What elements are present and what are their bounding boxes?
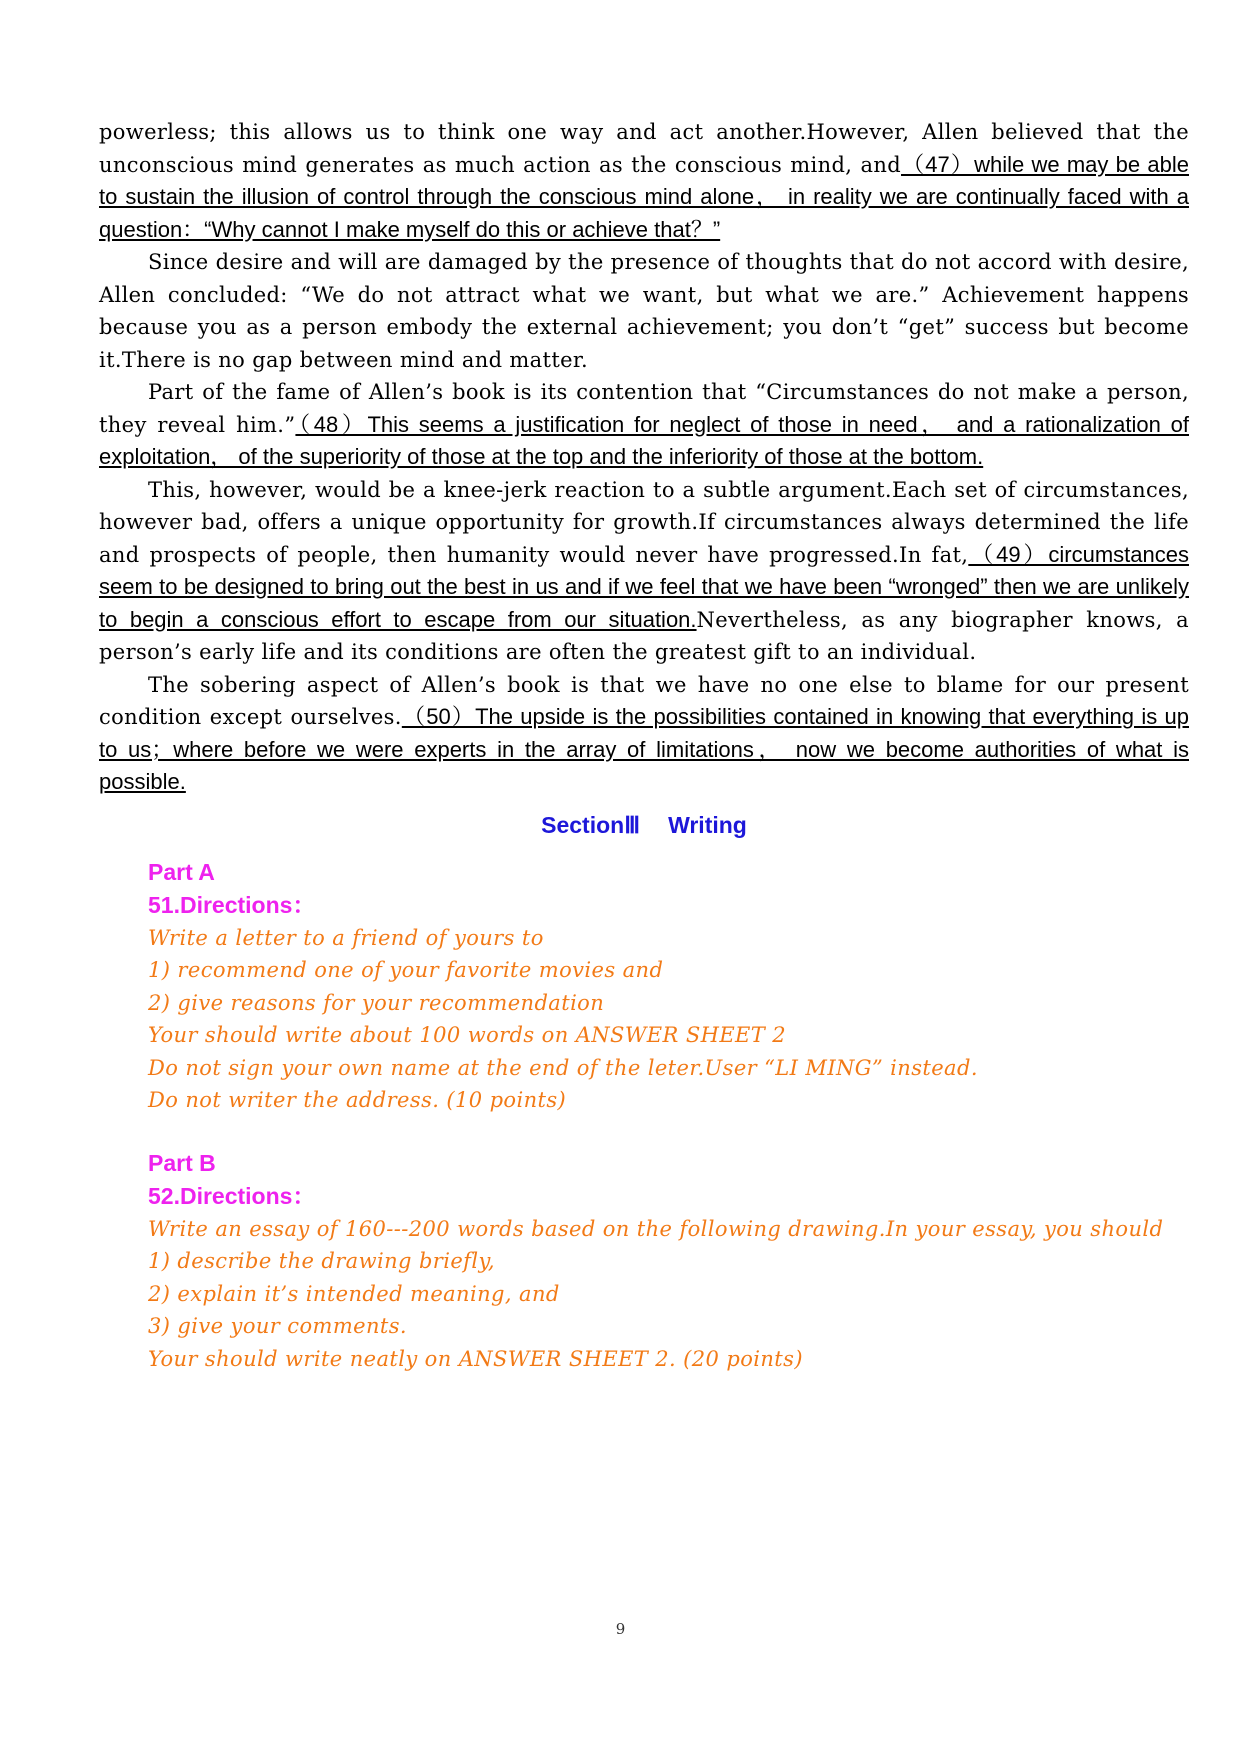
translation-passage-47: （47）while we may be able to sustain the illusion of control through the conscious mind alone， in reality we are continually faced with a question：“Why cannot I make myself do this or achieve that？” — [99, 151, 1189, 242]
direction-line: 2) give reasons for your recommendation — [148, 990, 605, 1015]
section-number: SectionⅢ — [541, 811, 641, 838]
section-heading — [99, 812, 1189, 839]
page-number: 9 — [615, 1620, 626, 1638]
direction-line: Your should write neatly on ANSWER SHEET 2. (20 points) — [148, 1346, 803, 1371]
translation-passage-50: （50）The upside is the possibilities contained in knowing that everything is up to us；where before we were experts in the array of limitations， now we become authorities of what is possible. — [99, 704, 1189, 794]
direction-line: 1) recommend one of your favorite movies and — [148, 958, 664, 982]
direction-line: Do not writer the address. (10 points) — [148, 1088, 567, 1112]
paragraph-tail: Nevertheless, as any biographer knows, a person’s early life and its conditions are often the greatest gift to an individual. — [99, 607, 1189, 664]
direction-line: Write a letter to a friend of yours to — [148, 925, 544, 950]
paragraph-48 — [99, 376, 1189, 474]
section-title: Writing — [668, 811, 747, 838]
part-a-directions — [99, 922, 1189, 1117]
paragraph-text: This, however, would be a knee-jerk reaction to a subtle argument.Each set of circumstances, however bad, offers a unique opportunity for growth.If circumstances always determined the life and prospects of people, then humanity would never have progressed.In fat, — [99, 477, 1189, 567]
direction-line: Your should write about 100 words on ANSWER SHEET 2 — [148, 1023, 787, 1047]
document-page — [99, 116, 1189, 1375]
part-a-directions-label: 51.Directions： — [148, 891, 316, 918]
part-b-label: Part B — [148, 1149, 216, 1176]
direction-line: 1) describe the drawing briefly, — [148, 1249, 496, 1273]
direction-intro: Write an essay of 160---200 words based on the following drawing.In your essay, you should — [148, 1216, 1164, 1241]
translation-passage-49: （49）circumstances seem to be designed to bring out the best in us and if we feel that we have been “wronged” then we are unlikely to begin a conscious effort to escape from our situation. — [99, 541, 1189, 632]
spacer — [99, 1117, 1189, 1147]
part-b-directions — [99, 1213, 1189, 1376]
paragraph-text: Part of the fame of Allen’s book is its contention that “Circumstances do not make a person, they reveal him.” — [99, 380, 1189, 437]
paragraph-text: powerless; this allows us to think one way and act another.However, Allen believed that the unconscious mind generates as much action as the conscious mind, and — [99, 120, 1189, 177]
part-a-label: Part A — [148, 858, 215, 885]
direction-line: 2) explain it’s intended meaning, and — [148, 1281, 560, 1306]
paragraph-50 — [99, 669, 1189, 799]
paragraph-desire: Since desire and will are damaged by the presence of thoughts that do not accord with desire, Allen concluded: “We do not attract what we want, but what we are.” Achievement happens because you as a person embody the external achievement; you don’t “get” success but become it.There is no gap between mind and matter. — [99, 250, 1189, 372]
part-b-directions-label: 52.Directions： — [148, 1182, 316, 1209]
paragraph-47 — [99, 116, 1189, 246]
direction-line: 3) give your comments. — [148, 1314, 407, 1338]
paragraph-49 — [99, 474, 1189, 669]
direction-line: Do not sign your own name at the end of the leter.User “LI MING” instead. — [148, 1055, 978, 1080]
translation-passage-48: （48）This seems a justification for neglect of those in need， and a rationalization of exploitation， of the superiority of those at the top and the inferiority of those at the bottom. — [99, 411, 1189, 469]
paragraph-text: The sobering aspect of Allen’s book is that we have no one else to blame for our present condition except ourselves. — [99, 672, 1189, 729]
